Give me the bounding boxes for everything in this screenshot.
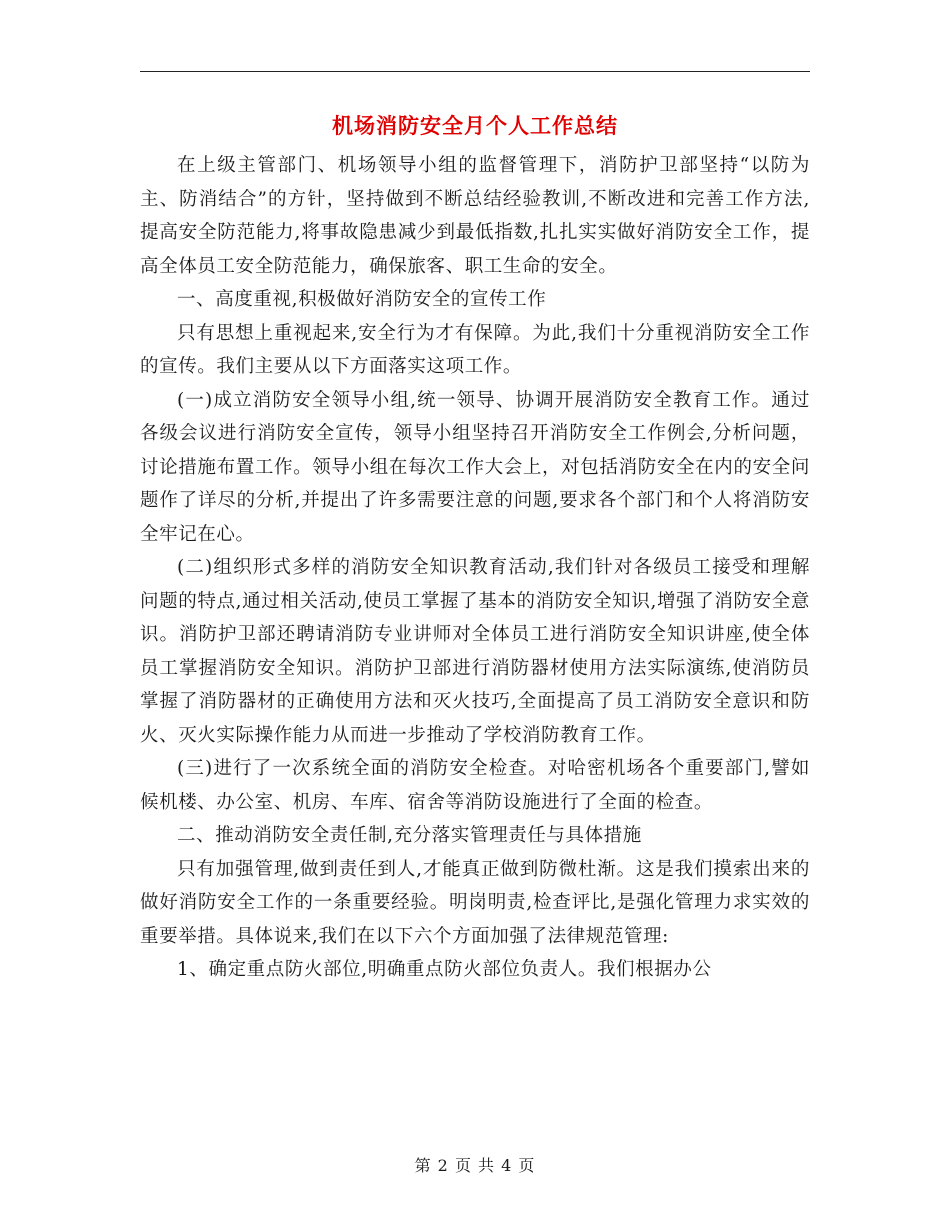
page-number-footer: 第 2 页 共 4 页 — [414, 1156, 536, 1175]
document-title: 机场消防安全月个人工作总结 — [332, 114, 618, 138]
paragraph: 1、确定重点防火部位,明确重点防火部位负责人。我们根据办公 — [177, 959, 712, 980]
section-heading-1: 一、高度重视,积极做好消防安全的宣传工作 — [177, 289, 547, 310]
paragraph: (三)进行了一次系统全面的消防安全检查。对哈密机场各个重要部门,譬如候机楼、办公室、机房、车库、宿舍等消防设施进行了全面的检查。 — [140, 758, 810, 813]
paragraph: 只有加强管理,做到责任到人,才能真正做到防微杜渐。这是我们摸索出来的做好消防安全工作的一条重要经验。明岗明责,检查评比,是强化管理力求实效的重要举措。具体说来,我们在以下六个方面加强了法律规范管理: — [140, 858, 810, 947]
paragraph-intro: 在上级主管部门、机场领导小组的监督管理下，消防护卫部坚持“以防为主、防消结合”的方针，坚持做到不断总结经验教训,不断改进和完善工作方法,提高安全防范能力,将事故隐患减少到最低指数,扎扎实实做好消防安全工作，提高全体员工安全防范能力，确保旅客、职工生命的安全。 — [140, 155, 810, 277]
paragraph: (二)组织形式多样的消防安全知识教育活动,我们针对各级员工接受和理解问题的特点,通过相关活动,使员工掌握了基本的消防安全知识,增强了消防安全意识。消防护卫部还聘请消防专业讲师对全体员工进行消防安全知识讲座,使全体员工掌握消防安全知识。消防护卫部进行消防器材使用方法实际演练,使消防员掌握了消防器材的正确使用方法和灭火技巧,全面提高了员工消防安全意识和防火、灭火实际操作能力从而进一步推动了学校消防教育工作。 — [140, 557, 810, 746]
paragraph: 只有思想上重视起来,安全行为才有保障。为此,我们十分重视消防安全工作的宣传。我们主要从以下方面落实这项工作。 — [140, 322, 810, 377]
document-body — [140, 149, 810, 987]
paragraph: (一)成立消防安全领导小组,统一领导、协调开展消防安全教育工作。通过各级会议进行消防安全宣传，领导小组坚持召开消防安全工作例会,分析问题，讨论措施布置工作。领导小组在每次工作大会上，对包括消防安全在内的安全问题作了详尽的分析,并提出了许多需要注意的问题,要求各个部门和个人将消防安全牢记在心。 — [140, 389, 810, 545]
section-heading-2: 二、推动消防安全责任制,充分落实管理责任与具体措施 — [177, 825, 642, 846]
header-rule — [140, 71, 810, 72]
